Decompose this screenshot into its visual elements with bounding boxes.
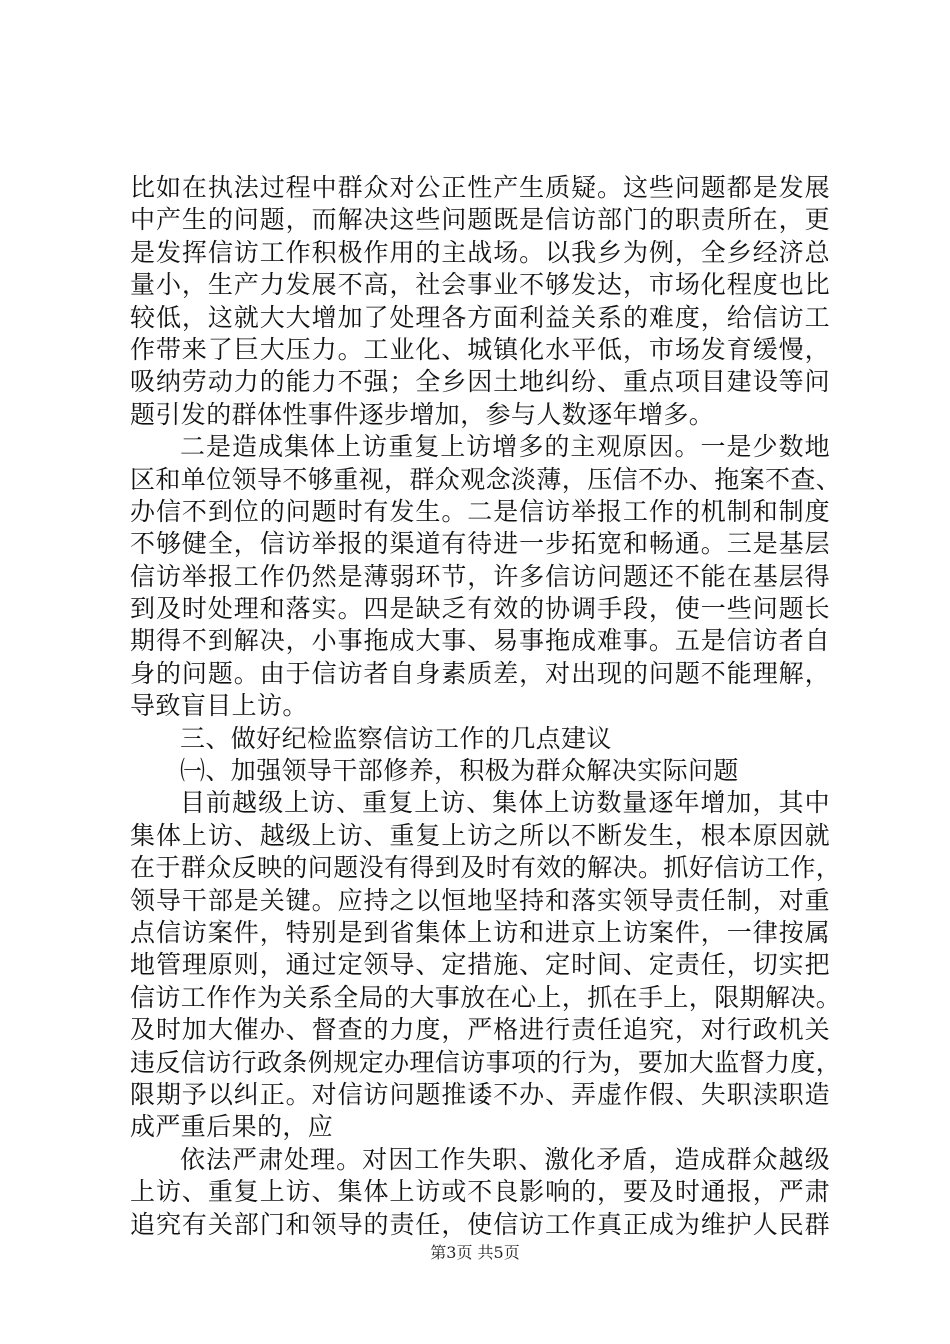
text-line: 到及时处理和落实。四是缺乏有效的协调手段，使一些问题长 — [130, 594, 830, 624]
text-line: 信访工作作为关系全局的大事放在心上，抓在手上，限期解决。 — [130, 982, 842, 1012]
text-line: 目前越级上访、重复上访、集体上访数量逐年增加，其中 — [180, 788, 830, 818]
text-line: 较低，这就大大增加了处理各方面利益关系的难度，给信访工 — [130, 302, 830, 332]
document-body — [130, 172, 842, 1241]
text-line: 信访举报工作仍然是薄弱环节，许多信访问题还不能在基层得 — [130, 561, 830, 591]
text-line: 成严重后果的，应 — [130, 1112, 334, 1142]
text-line: 量小，生产力发展不高，社会事业不够发达，市场化程度也比 — [130, 270, 830, 300]
text-line: 追究有关部门和领导的责任，使信访工作真正成为维护人民群 — [130, 1209, 830, 1239]
text-line: 上访、重复上访、集体上访或不良影响的，要及时通报，严肃 — [130, 1177, 830, 1207]
text-line: ㈠、加强领导干部修养，积极为群众解决实际问题 — [180, 756, 739, 786]
text-line: 办信不到位的问题时有发生。二是信访举报工作的机制和制度 — [130, 496, 830, 526]
page-footer: 第3页 共5页 — [430, 1243, 520, 1262]
text-line: 不够健全，信访举报的渠道有待进一步拓宽和畅通。三是基层 — [130, 529, 830, 559]
text-line: 题引发的群体性事件逐步增加，参与人数逐年增多。 — [130, 399, 715, 429]
text-line: 及时加大催办、督查的力度，严格进行责任追究，对行政机关 — [130, 1015, 830, 1045]
text-line: 期得不到解决，小事拖成大事、易事拖成难事。五是信访者自 — [130, 626, 830, 656]
text-line: 是发挥信访工作积极作用的主战场。以我乡为例，全乡经济总 — [130, 237, 830, 267]
text-line: 导致盲目上访。 — [130, 691, 308, 721]
text-line: 吸纳劳动力的能力不强；全乡因土地纠纷、重点项目建设等问 — [130, 367, 830, 397]
text-line: 二是造成集体上访重复上访增多的主观原因。一是少数地 — [180, 432, 830, 462]
text-line: 领导干部是关键。应持之以恒地坚持和落实领导责任制，对重 — [130, 885, 830, 915]
text-line: 身的问题。由于信访者自身素质差，对出现的问题不能理解， — [130, 658, 830, 688]
text-line: 比如在执法过程中群众对公正性产生质疑。这些问题都是发展 — [130, 173, 830, 202]
text-line: 限期予以纠正。对信访问题推诿不办、弄虚作假、失职渎职造 — [130, 1079, 830, 1109]
text-line: 在于群众反映的问题没有得到及时有效的解决。抓好信访工作， — [130, 853, 842, 883]
text-line: 集体上访、越级上访、重复上访之所以不断发生，根本原因就 — [130, 820, 830, 850]
text-line: 区和单位领导不够重视，群众观念淡薄，压信不办、拖案不查、 — [130, 464, 842, 494]
text-line: 地管理原则，通过定领导、定措施、定时间、定责任，切实把 — [130, 950, 830, 980]
text-line: 作带来了巨大压力。工业化、城镇化水平低，市场发育缓慢， — [130, 334, 830, 364]
text-line: 三、做好纪检监察信访工作的几点建议 — [180, 723, 612, 753]
text-line: 点信访案件，特别是到省集体上访和进京上访案件，一律按属 — [130, 917, 830, 947]
text-line: 违反信访行政条例规定办理信访事项的行为，要加大监督力度， — [130, 1047, 842, 1077]
text-line: 中产生的问题，而解决这些问题既是信访部门的职责所在，更 — [130, 205, 830, 235]
text-line: 依法严肃处理。对因工作失职、激化矛盾，造成群众越级 — [180, 1144, 830, 1174]
